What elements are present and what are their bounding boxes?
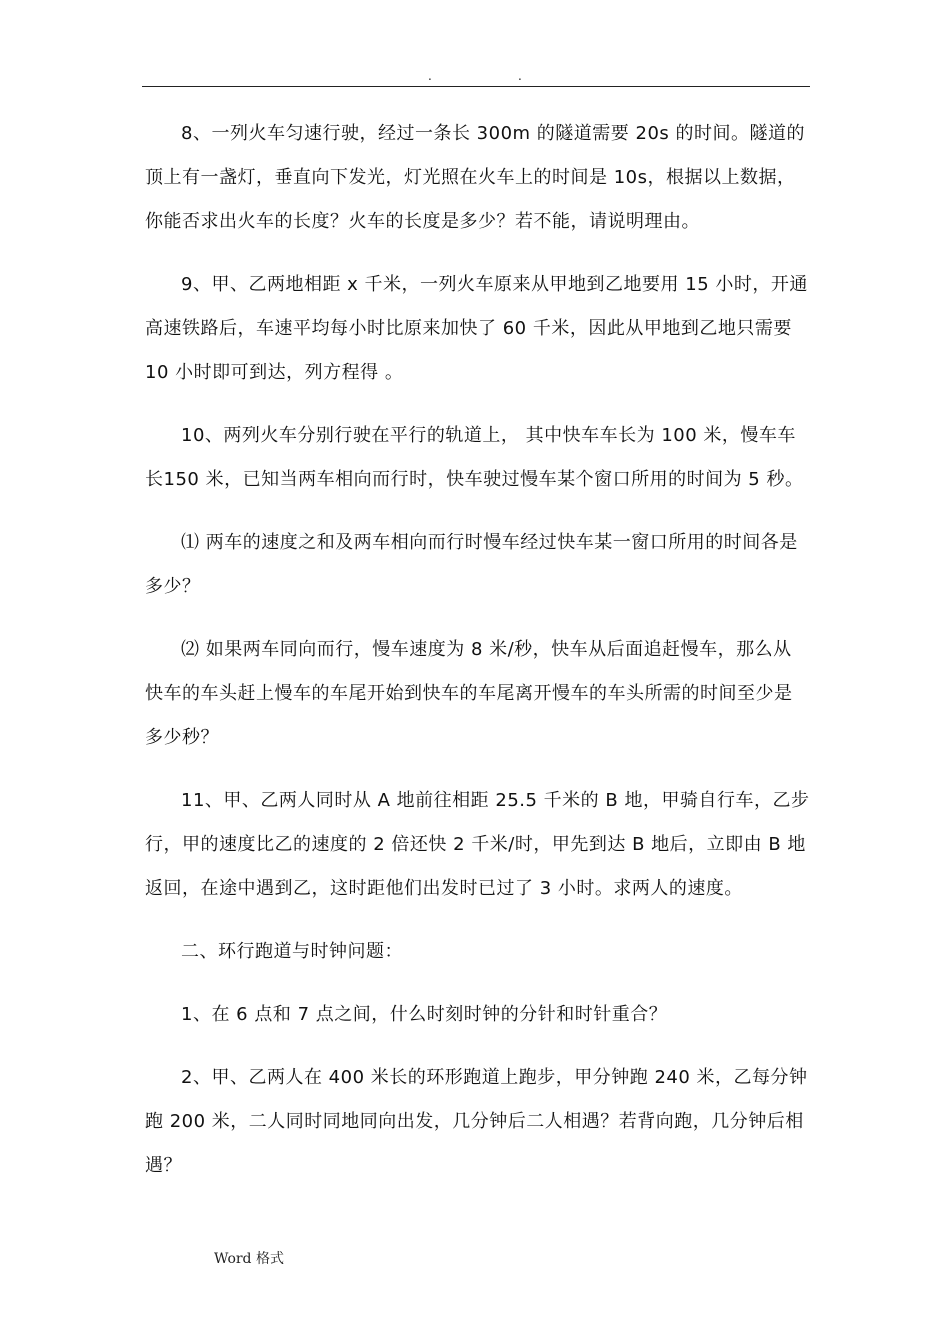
problem-10-part-2: ⑵ 如果两车同向而行，慢车速度为 8 米/秒，快车从后面追赶慢车，那么从快车的车头赶上慢车的车尾开始到快车的车尾离开慢车的车头所需的时间至少是多少秒？	[145, 639, 793, 748]
footer-text: Word 格式	[214, 1251, 284, 1267]
problem-11: 11、甲、乙两人同时从 A 地前往相距 25.5 千米的 B 地，甲骑自行车，乙步行，甲的速度比乙的速度的 2 倍还快 2 千米/时，甲先到达 B 地后，立即由 B 地返回，在途中遇到乙，这时距他们出发时已过了 3 小时。求两人的速度。	[145, 790, 810, 899]
problem-9: 9、甲、乙两地相距 x 千米，一列火车原来从甲地到乙地要用 15 小时，开通高速铁路后，车速平均每小时比原来加快了 60 千米，因此从甲地到乙地只需要10 小时即可到达，列方程得 。	[145, 274, 808, 383]
problem-8: 8、一列火车匀速行驶，经过一条长 300m 的隧道需要 20s 的时间。隧道的顶上有一盏灯，垂直向下发光，灯光照在火车上的时间是 10s，根据以上数据，你能否求出火车的长度？火车的长度是多少？若不能，请说明理由。	[145, 123, 806, 232]
section2-problem-2: 2、甲、乙两人在 400 米长的环形跑道上跑步，甲分钟跑 240 米，乙每分钟跑 200 米，二人同时同地同向出发，几分钟后二人相遇？若背向跑，几分钟后相遇？	[145, 1067, 808, 1176]
document-body	[145, 112, 810, 1207]
problem-10-part-1: ⑴ 两车的速度之和及两车相向而行时慢车经过快车某一窗口所用的时间各是多少？	[145, 532, 798, 597]
section-heading: 二、环行跑道与时钟问题：	[181, 941, 403, 962]
header-dot-right: .	[518, 69, 522, 83]
header-dots	[0, 70, 950, 84]
header-rule	[142, 86, 810, 87]
problem-10: 10、两列火车分别行驶在平行的轨道上， 其中快车车长为 100 米，慢车车长150 米，已知当两车相向而行时，快车驶过慢车某个窗口所用的时间为 5 秒。	[145, 425, 804, 490]
section2-problem-1: 1、在 6 点和 7 点之间，什么时刻时钟的分针和时针重合？	[181, 1004, 668, 1025]
header-dot-left: .	[428, 69, 432, 83]
